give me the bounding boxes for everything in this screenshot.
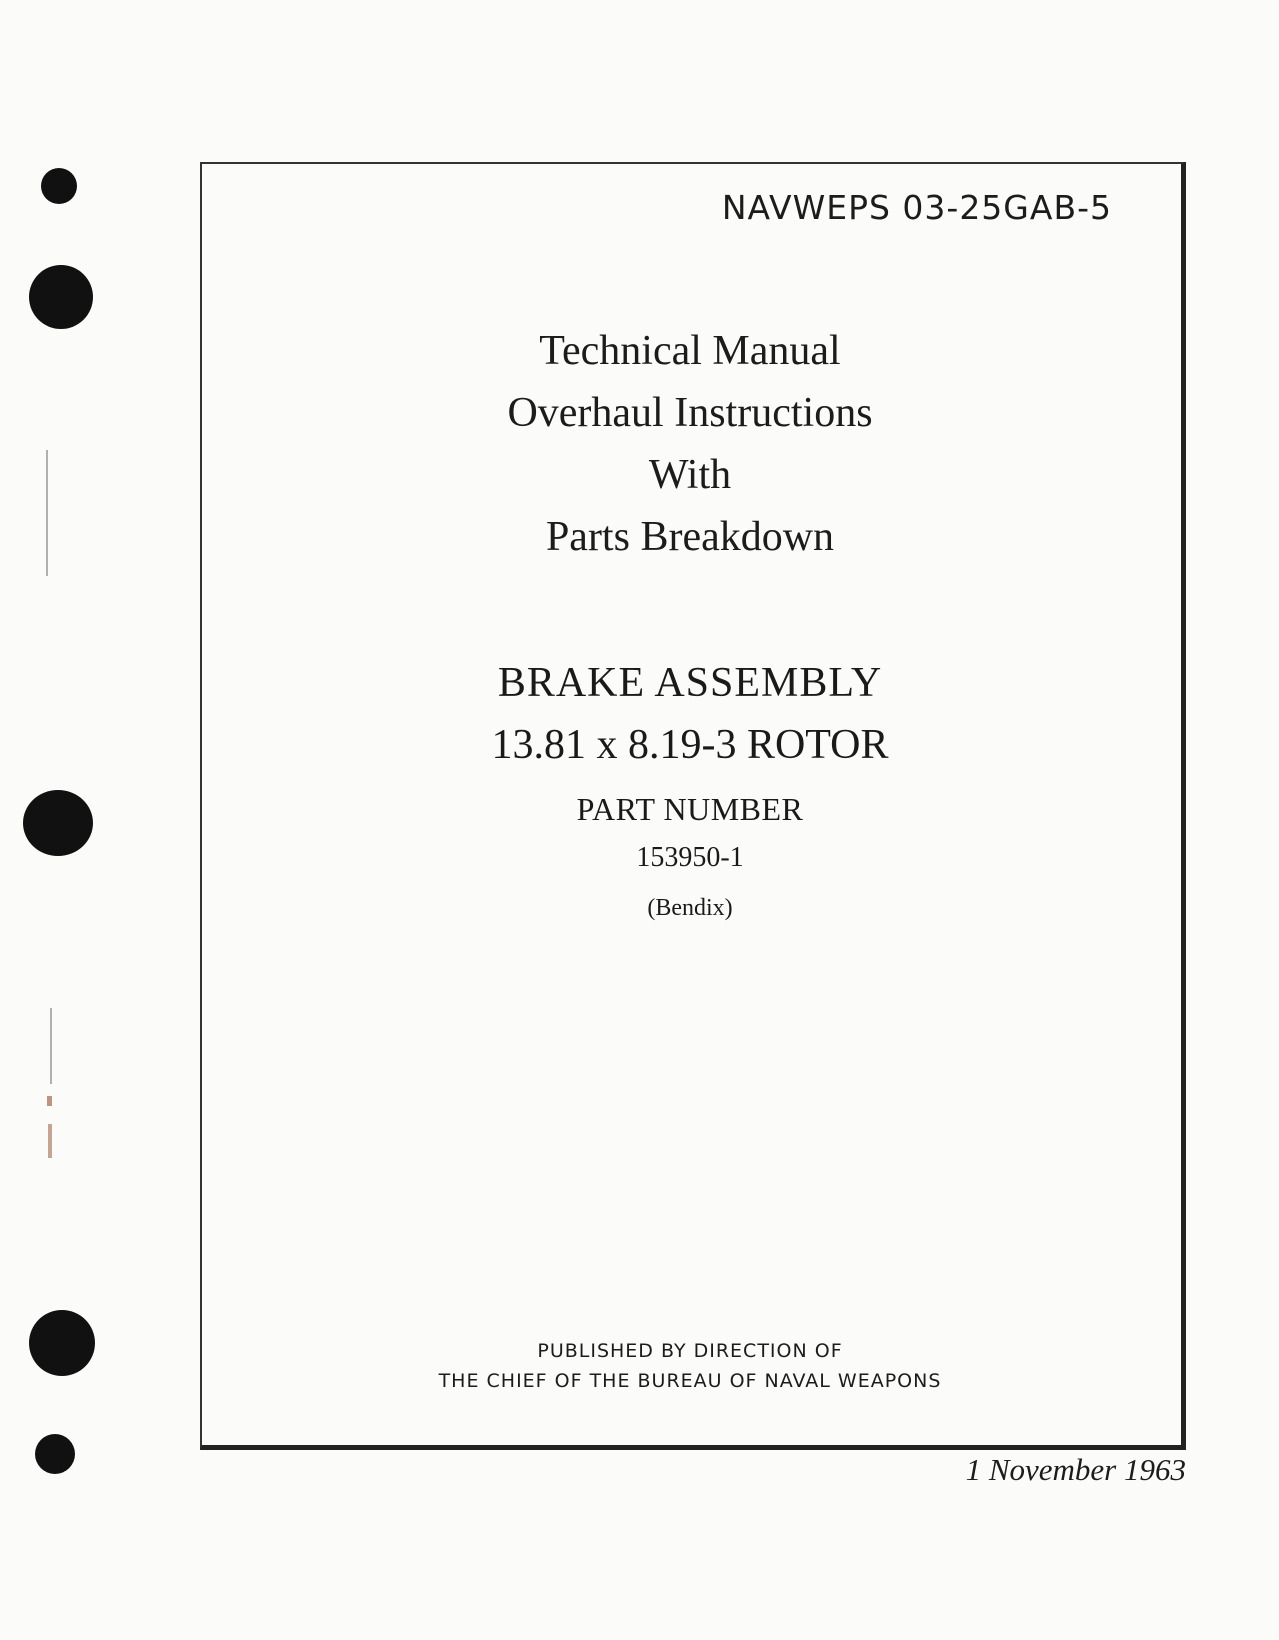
rotor-size: 13.81 x 8.19-3 ROTOR xyxy=(491,722,889,768)
scan-mark xyxy=(50,1008,52,1084)
publisher-statement xyxy=(380,1336,1000,1396)
title-line: Parts Breakdown xyxy=(545,514,835,560)
publisher-line: THE CHIEF OF THE BUREAU OF NAVAL WEAPONS xyxy=(438,1370,942,1392)
assembly-block xyxy=(380,652,1000,928)
part-number-label: PART NUMBER xyxy=(576,791,804,827)
punch-hole xyxy=(35,1434,75,1474)
punch-hole xyxy=(29,265,93,329)
punch-hole xyxy=(41,168,77,204)
title-line: Technical Manual xyxy=(539,328,841,374)
scan-mark xyxy=(47,1096,52,1106)
scan-mark xyxy=(48,1124,52,1158)
scan-mark xyxy=(46,450,48,576)
title-line: With xyxy=(648,452,732,498)
punch-hole xyxy=(23,790,93,856)
publication-date: 1 November 1963 xyxy=(965,1452,1186,1487)
manual-title xyxy=(380,320,1000,568)
assembly-name: BRAKE ASSEMBLY xyxy=(497,660,883,706)
publisher-line: PUBLISHED BY DIRECTION OF xyxy=(537,1340,843,1362)
punch-hole xyxy=(29,1310,95,1376)
document-number: NAVWEPS 03-25GAB-5 xyxy=(721,188,1112,227)
title-line: Overhaul Instructions xyxy=(507,390,873,436)
manufacturer: (Bendix) xyxy=(647,895,733,921)
part-number: 153950-1 xyxy=(636,842,744,873)
